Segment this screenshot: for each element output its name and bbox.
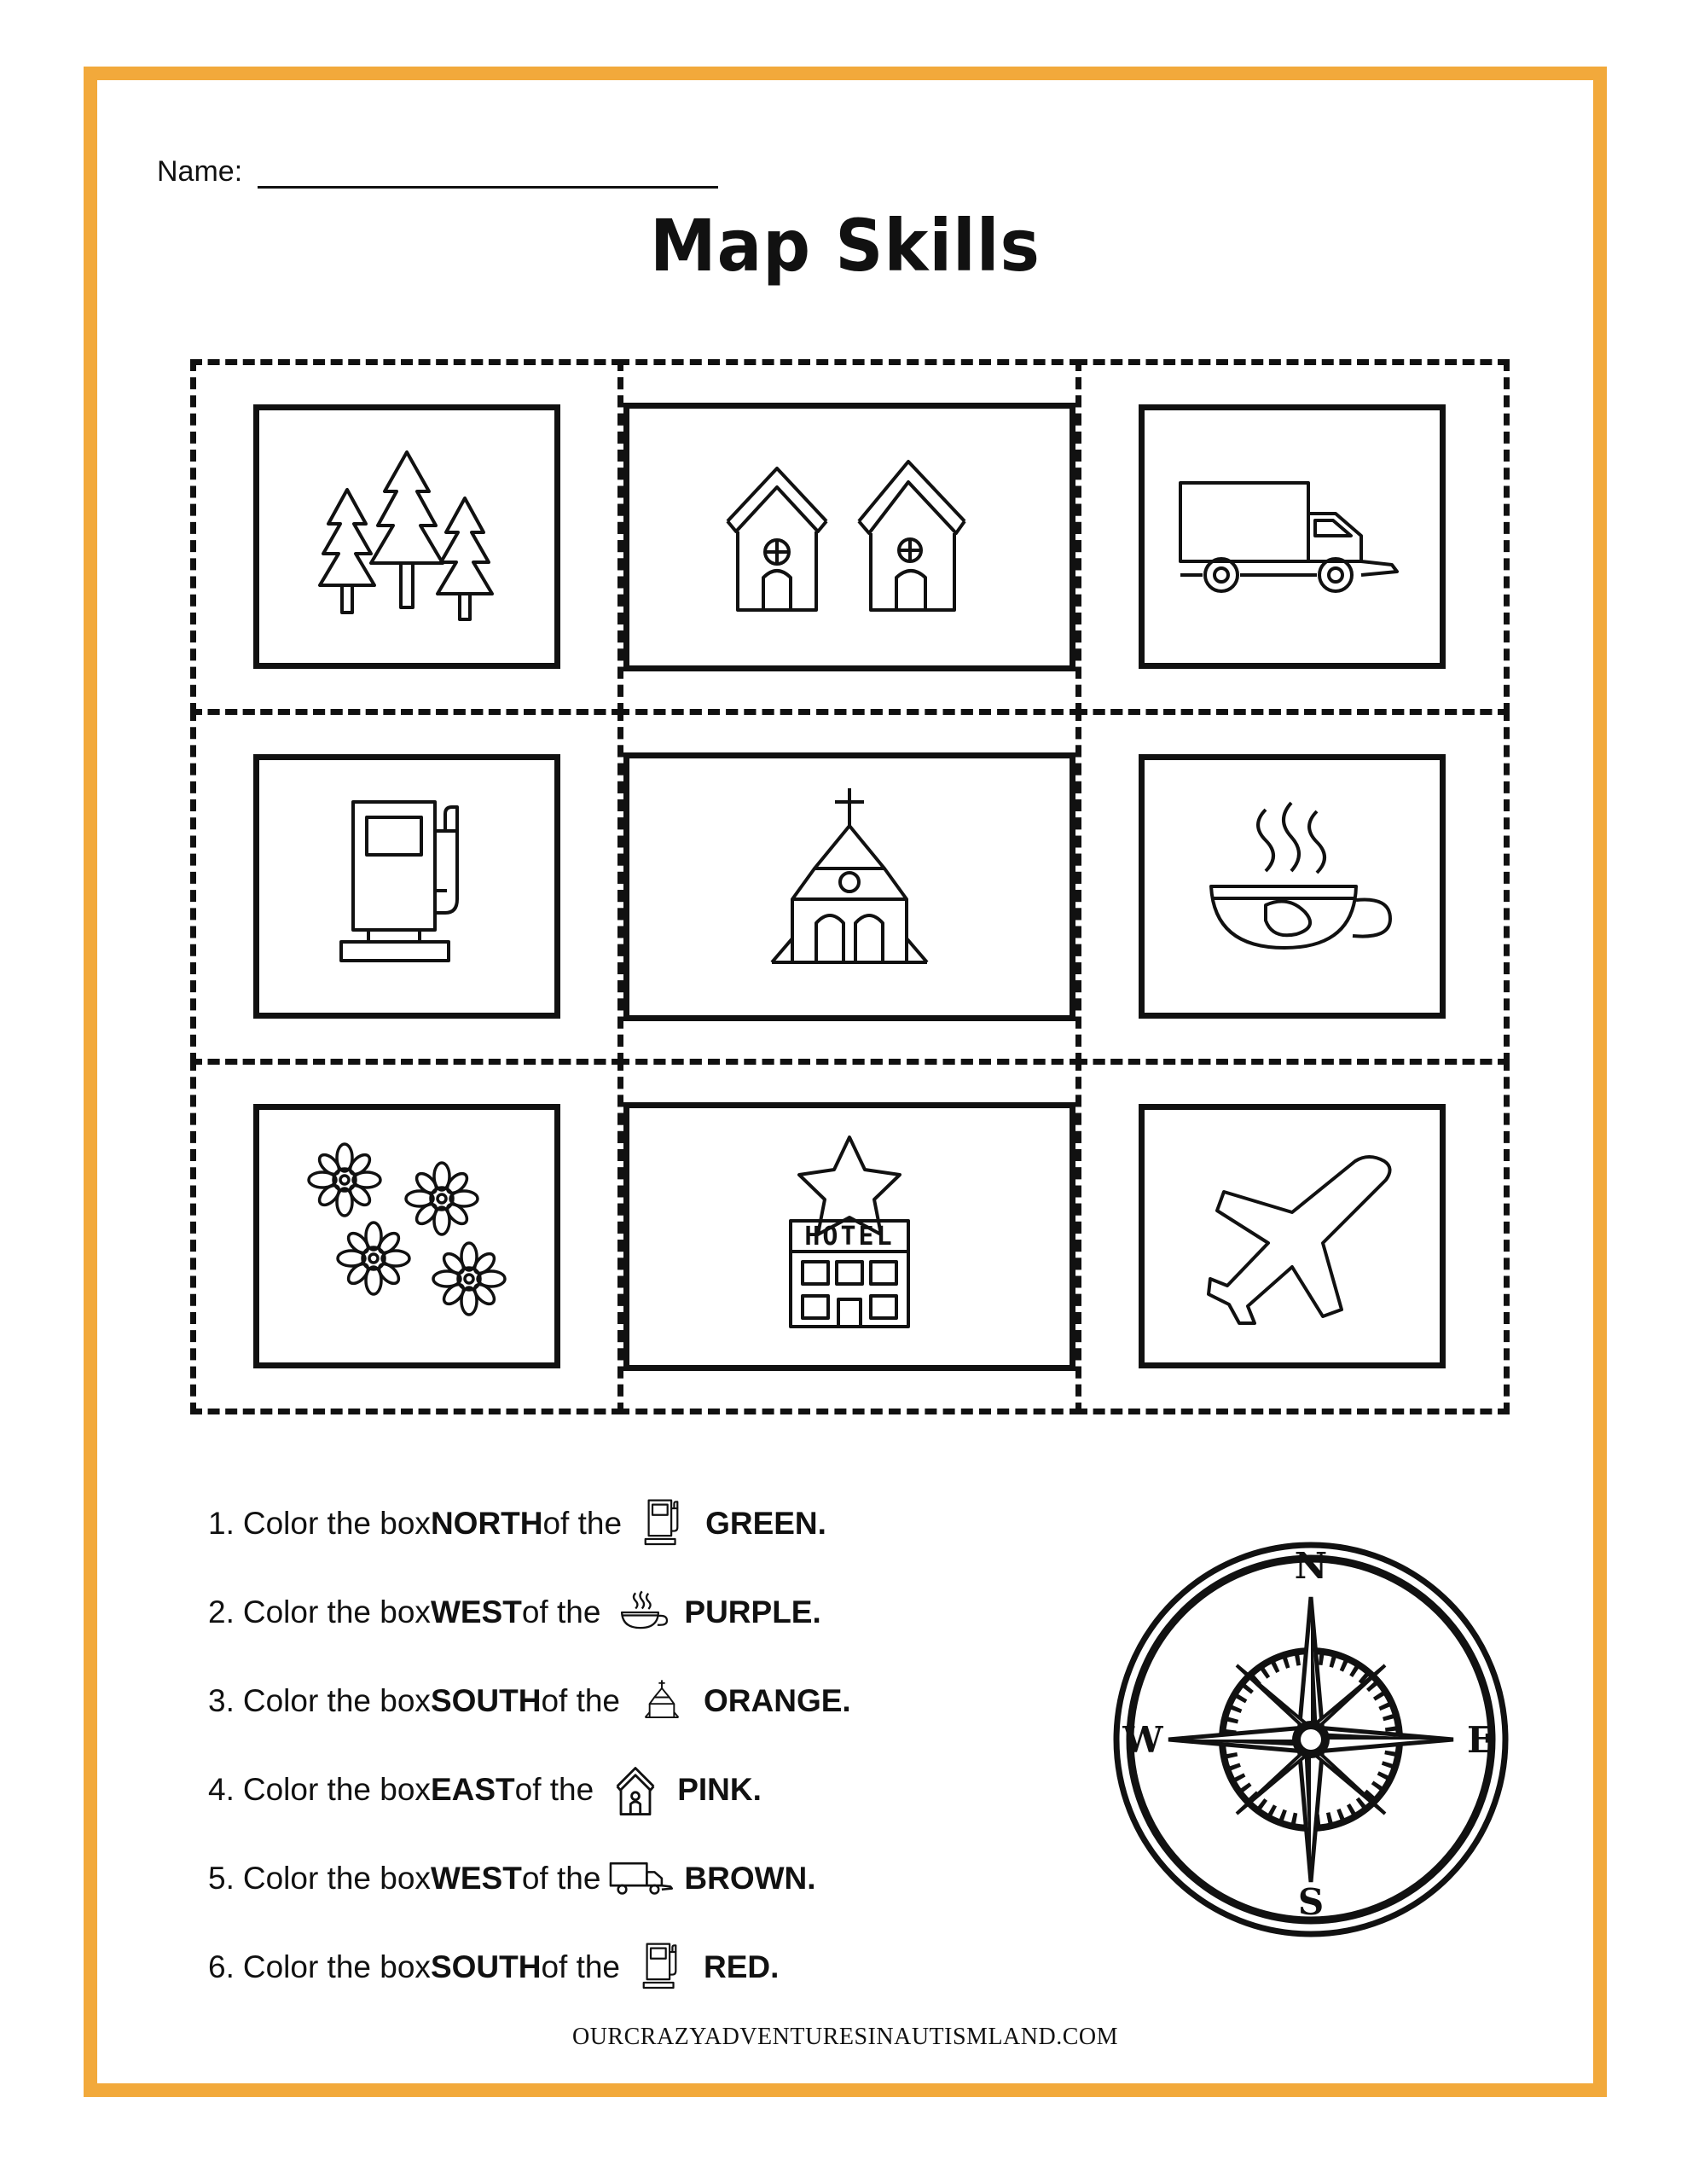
church-icon [726, 780, 973, 993]
instruction-number: 1. [208, 1506, 235, 1541]
instruction-direction: SOUTH [430, 1949, 542, 1984]
instruction-prefix: Color the box [242, 1683, 431, 1718]
instruction-number: 4. [208, 1772, 235, 1807]
footer-credit: OURCRAZYADVENTURESINAUTISMLAND.COM [571, 2024, 1118, 2050]
grid-cell-row1-col2[interactable] [617, 359, 1081, 715]
instruction-period: . [752, 1772, 762, 1807]
instruction-prefix: Color the box [242, 1772, 431, 1807]
instruction-number: 6. [208, 1949, 235, 1984]
instruction-item [208, 1745, 1001, 1834]
gas-pump-icon [317, 788, 496, 985]
instruction-item [208, 1479, 1001, 1568]
map-grid [193, 362, 1506, 1411]
grid-cell-row1-col1[interactable] [190, 359, 624, 715]
instruction-item [208, 1923, 1001, 2012]
picture-frame [1139, 1104, 1446, 1368]
page-title: Map Skills [650, 205, 1041, 288]
instruction-middle: of the [514, 1772, 594, 1807]
compass-label-west: W [1122, 1719, 1163, 1761]
instructions-list [208, 1479, 1001, 2012]
picture-frame [253, 404, 560, 669]
church-icon [625, 1664, 699, 1738]
instruction-color: GREEN [705, 1506, 818, 1541]
coffee-cup-icon [1177, 793, 1407, 980]
instruction-number: 2. [208, 1594, 235, 1629]
instruction-prefix: Color the box [242, 1861, 431, 1896]
house-icon [599, 1753, 672, 1827]
compass-label-north: N [1294, 1545, 1328, 1587]
instruction-middle: of the [521, 1861, 601, 1896]
svg-text:HOTEL: HOTEL [804, 1221, 895, 1252]
grid-cell-row3-col2[interactable] [617, 1059, 1081, 1414]
instruction-item [208, 1657, 1001, 1745]
houses-icon [709, 443, 990, 630]
instruction-item [208, 1834, 1001, 1923]
instruction-middle: of the [542, 1506, 623, 1541]
instruction-direction: SOUTH [430, 1683, 542, 1718]
picture-frame [253, 754, 560, 1019]
instruction-color: PURPLE [684, 1594, 813, 1629]
instruction-color: BROWN [684, 1861, 808, 1896]
coffee-cup-icon [606, 1576, 679, 1649]
flowers-icon [292, 1142, 522, 1330]
compass-label-east: E [1466, 1719, 1495, 1761]
instruction-number: 5. [208, 1861, 235, 1896]
instruction-prefix: Color the box [242, 1949, 431, 1984]
instruction-color: RED [704, 1949, 771, 1984]
instruction-color: ORANGE [704, 1683, 843, 1718]
gas-pump-icon [625, 1931, 699, 2004]
page-border [84, 67, 1607, 2097]
name-field-row [157, 155, 718, 189]
grid-cell-row3-col1[interactable] [190, 1059, 624, 1414]
instruction-period: . [807, 1861, 816, 1896]
truck-icon [1168, 464, 1416, 609]
instruction-middle: of the [541, 1949, 621, 1984]
grid-cell-row2-col2[interactable] [617, 709, 1081, 1065]
grid-cell-row3-col3[interactable] [1075, 1059, 1510, 1414]
picture-frame [1139, 404, 1446, 669]
instruction-prefix: Color the box [242, 1594, 431, 1629]
instruction-color: PINK [677, 1772, 753, 1807]
gas-pump-icon [627, 1487, 700, 1560]
compass-label-south: S [1297, 1881, 1325, 1923]
instruction-middle: of the [521, 1594, 601, 1629]
instruction-direction: EAST [430, 1772, 515, 1807]
picture-frame [623, 403, 1075, 671]
airplane-icon [1173, 1142, 1412, 1330]
picture-frame [253, 1104, 560, 1368]
trees-icon [296, 439, 518, 635]
picture-frame [623, 752, 1075, 1021]
instruction-item [208, 1568, 1001, 1657]
instruction-direction: WEST [430, 1594, 522, 1629]
compass-rose [1110, 1531, 1511, 1949]
instruction-period: . [842, 1683, 851, 1718]
grid-cell-row2-col1[interactable] [190, 709, 624, 1065]
name-label: Name: [157, 155, 243, 188]
picture-frame [1139, 754, 1446, 1019]
grid-cell-row2-col3[interactable] [1075, 709, 1510, 1065]
instruction-period: . [812, 1594, 821, 1629]
instruction-period: . [770, 1949, 780, 1984]
truck-icon [606, 1842, 679, 1915]
picture-frame [623, 1102, 1075, 1371]
instruction-period: . [817, 1506, 826, 1541]
instruction-number: 3. [208, 1683, 235, 1718]
instruction-direction: WEST [430, 1861, 522, 1896]
instruction-middle: of the [541, 1683, 621, 1718]
hotel-icon [743, 1132, 956, 1341]
instruction-prefix: Color the box [242, 1506, 431, 1541]
instruction-direction: NORTH [430, 1506, 543, 1541]
grid-cell-row1-col3[interactable] [1075, 359, 1510, 715]
name-input-line[interactable] [258, 160, 718, 189]
